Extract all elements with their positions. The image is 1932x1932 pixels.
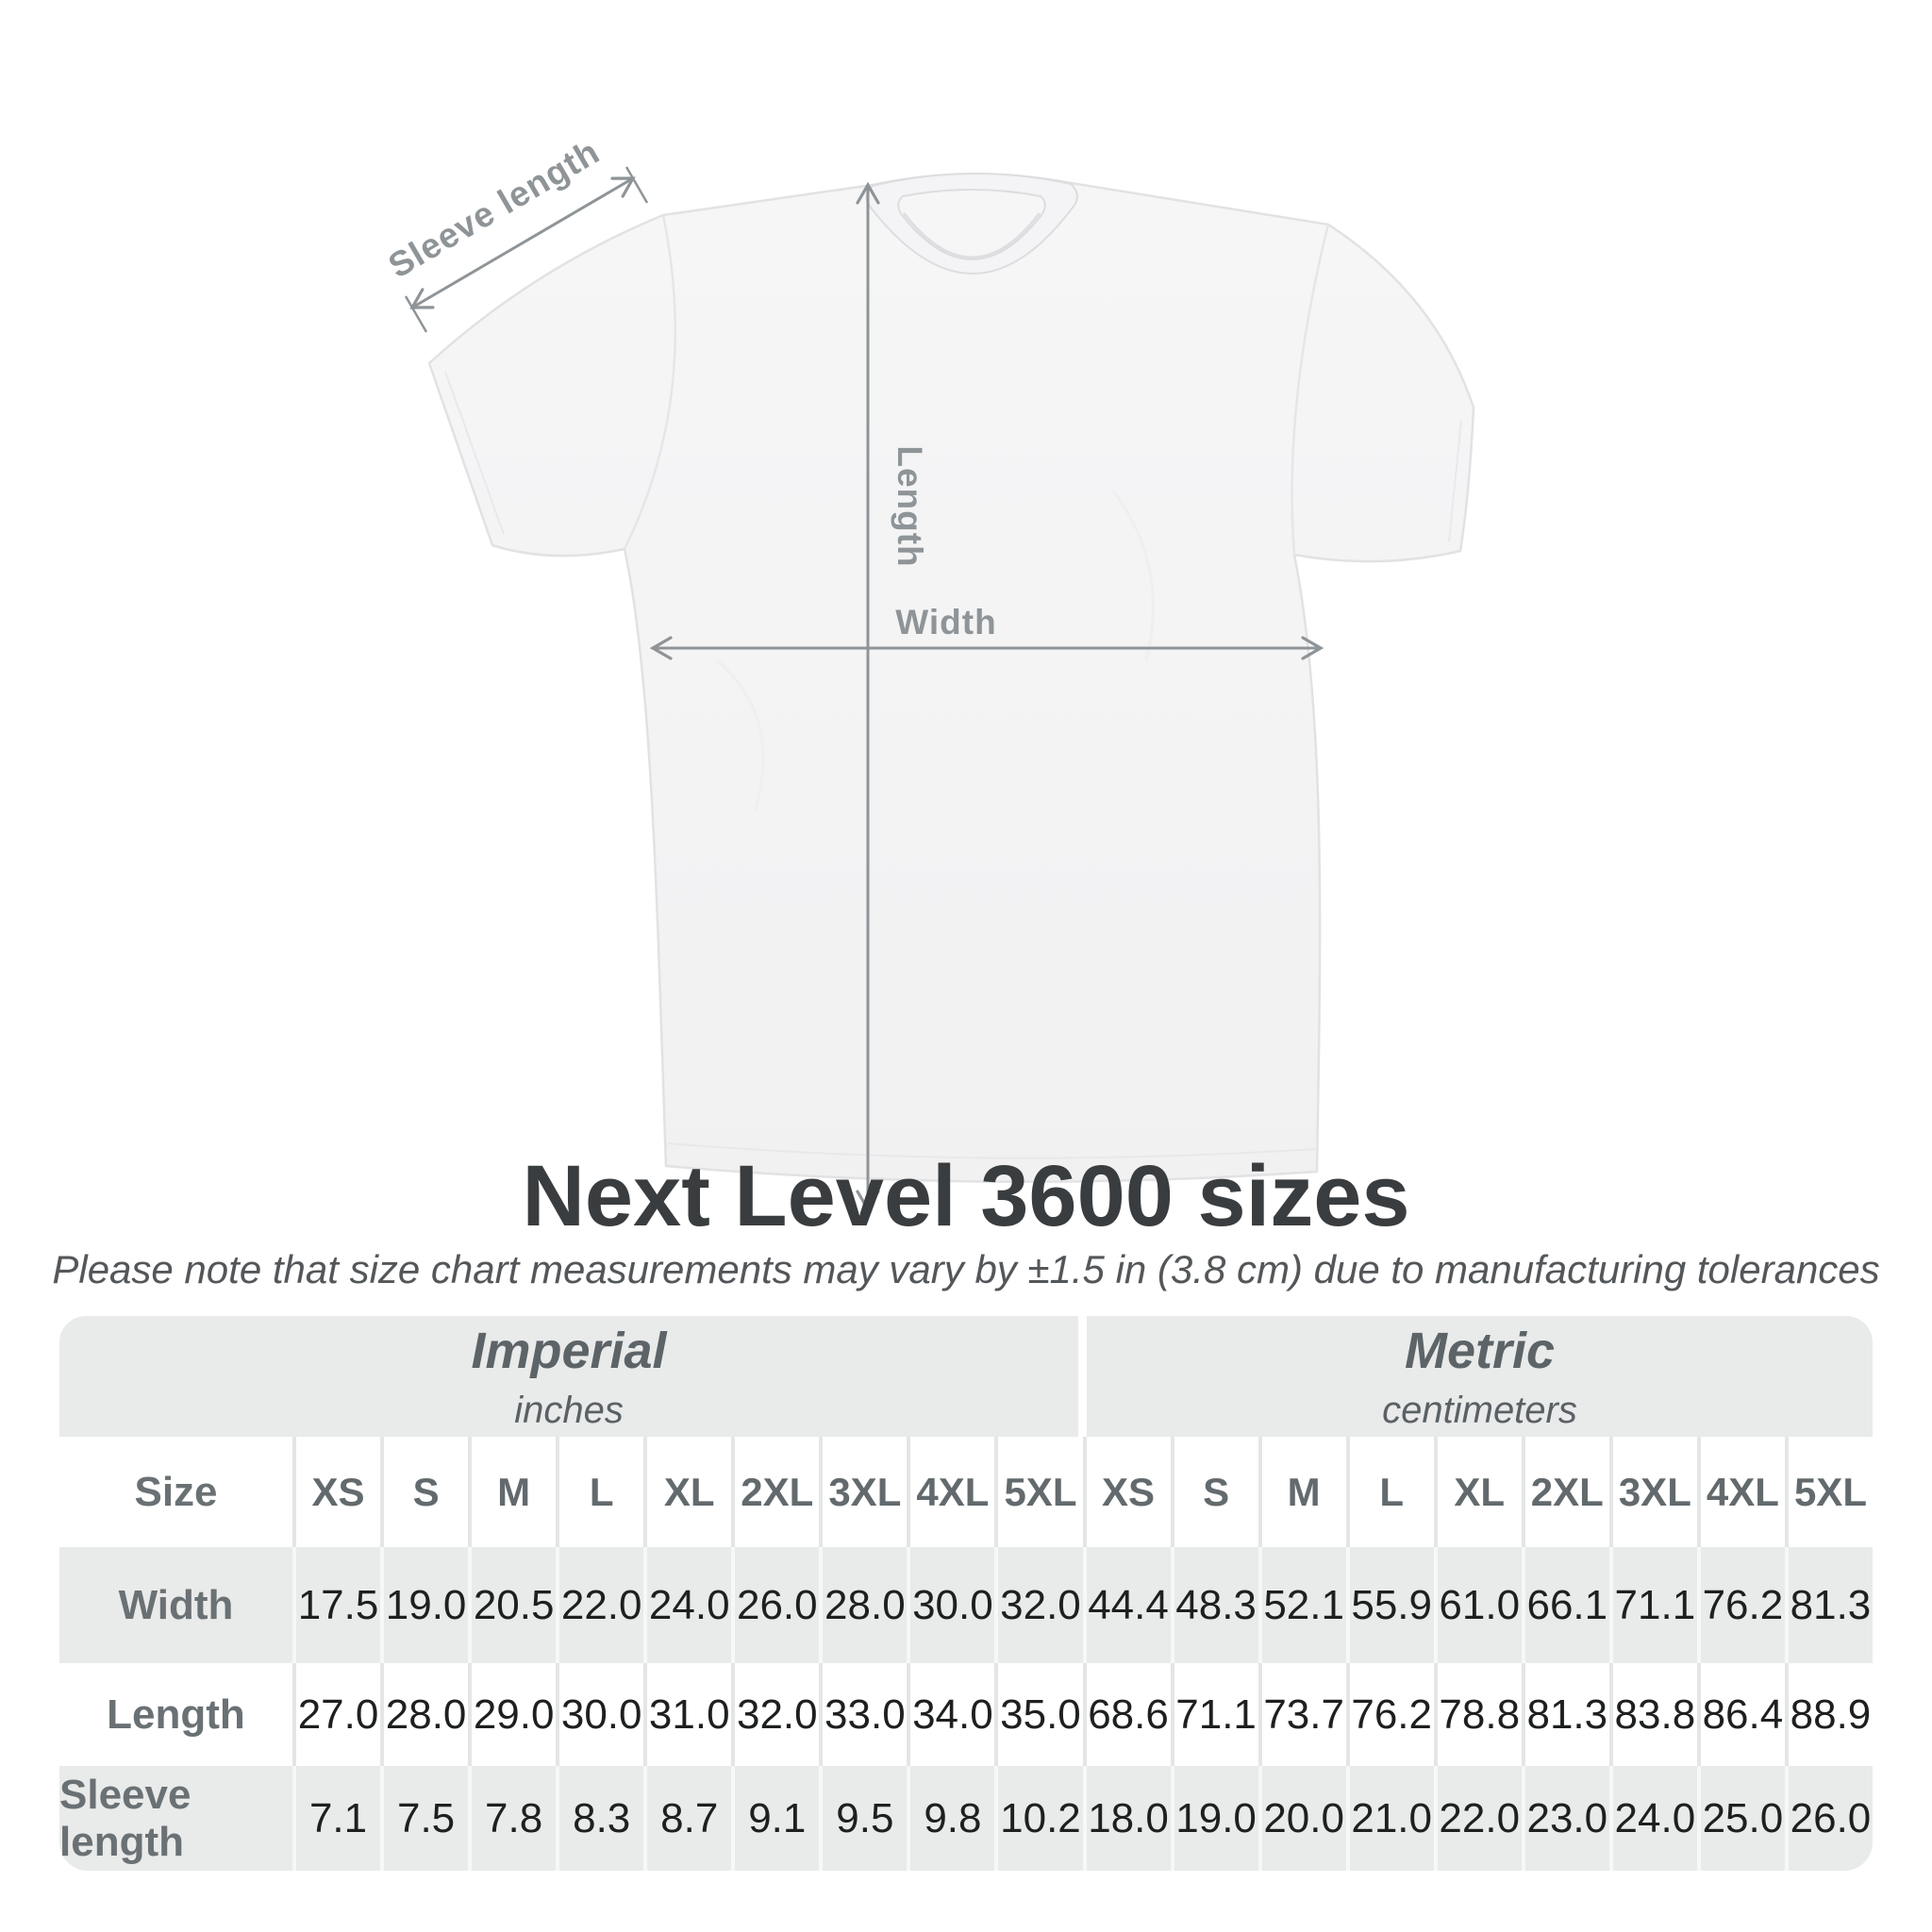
measurement-cell: 28.0: [819, 1547, 907, 1663]
size-col-header: M: [468, 1437, 556, 1547]
measurement-cell: 25.0: [1697, 1766, 1785, 1871]
size-col-header: XS: [1083, 1437, 1171, 1547]
measurement-cell: 48.3: [1171, 1547, 1258, 1663]
measurement-cell: 29.0: [468, 1663, 556, 1766]
unit-header-row: [59, 1316, 1873, 1437]
measurement-cell: 73.7: [1258, 1663, 1346, 1766]
measurement-cell: 32.0: [731, 1663, 819, 1766]
measurement-cell: 35.0: [994, 1663, 1082, 1766]
row-label: Width: [59, 1547, 292, 1663]
band-gap: [1078, 1316, 1087, 1437]
measurement-cell: 52.1: [1258, 1547, 1346, 1663]
measurement-cell: 19.0: [380, 1547, 468, 1663]
measurement-cell: 81.3: [1785, 1547, 1873, 1663]
tolerance-note: Please note that size chart measurements may vary by ±1.5 in (3.8 cm) due to manufacturing tolerances: [52, 1247, 1880, 1291]
measurement-cell: 30.0: [907, 1547, 994, 1663]
measurement-cell: 26.0: [731, 1547, 819, 1663]
measurement-cell: 44.4: [1083, 1547, 1171, 1663]
size-col-header: S: [1171, 1437, 1258, 1547]
size-col-header: 5XL: [1785, 1437, 1873, 1547]
size-col-header: M: [1258, 1437, 1346, 1547]
size-col-header: 3XL: [1609, 1437, 1697, 1547]
measurement-cell: 78.8: [1434, 1663, 1522, 1766]
measurement-cell: 28.0: [380, 1663, 468, 1766]
size-col-header: 4XL: [907, 1437, 994, 1547]
metric-label: Metric: [1404, 1322, 1556, 1379]
measurement-cell: 33.0: [819, 1663, 907, 1766]
measurement-cell: 61.0: [1434, 1547, 1522, 1663]
size-col-header: 2XL: [1522, 1437, 1609, 1547]
measurement-cell: 26.0: [1785, 1766, 1873, 1871]
measurement-cell: 23.0: [1522, 1766, 1609, 1871]
measurement-cell: 9.5: [819, 1766, 907, 1871]
size-col-header: 4XL: [1697, 1437, 1785, 1547]
measurement-cell: 24.0: [643, 1547, 731, 1663]
measurement-cell: 34.0: [907, 1663, 994, 1766]
page-title: Next Level 3600 sizes: [522, 1148, 1410, 1244]
size-col-header: L: [556, 1437, 643, 1547]
measurement-cell: 21.0: [1346, 1766, 1434, 1871]
measurement-cell: 7.1: [292, 1766, 380, 1871]
metric-unit-label: centimeters: [1382, 1389, 1577, 1431]
measurement-cell: 66.1: [1522, 1547, 1609, 1663]
measurement-cell: 76.2: [1697, 1547, 1785, 1663]
length-label: Length: [891, 445, 929, 568]
measurement-cell: 30.0: [556, 1663, 643, 1766]
tshirt-outline: [429, 174, 1474, 1181]
imperial-label: Imperial: [471, 1322, 667, 1379]
size-col-header: L: [1346, 1437, 1434, 1547]
size-col-header: 5XL: [994, 1437, 1082, 1547]
measurement-cell: 8.7: [643, 1766, 731, 1871]
measurement-cell: 31.0: [643, 1663, 731, 1766]
measurement-cell: 71.1: [1171, 1663, 1258, 1766]
size-col-header: XS: [292, 1437, 380, 1547]
imperial-unit-label: inches: [514, 1389, 624, 1431]
size-chart-grid: [59, 1437, 1873, 1871]
row-label: Sleeve length: [59, 1766, 292, 1871]
measurement-cell: 9.8: [907, 1766, 994, 1871]
metric-header: [1087, 1316, 1873, 1437]
measurement-cell: 22.0: [1434, 1766, 1522, 1871]
size-col-header: XL: [1434, 1437, 1522, 1547]
measurement-cell: 81.3: [1522, 1663, 1609, 1766]
size-header-label: Size: [134, 1468, 218, 1515]
measurement-cell: 88.9: [1785, 1663, 1873, 1766]
measurement-cell: 9.1: [731, 1766, 819, 1871]
measurement-cell: 8.3: [556, 1766, 643, 1871]
measurement-cell: 20.0: [1258, 1766, 1346, 1871]
size-col-header: 3XL: [819, 1437, 907, 1547]
measurement-cell: 10.2: [994, 1766, 1082, 1871]
measurement-cell: 32.0: [994, 1547, 1082, 1663]
measurement-cell: 71.1: [1609, 1547, 1697, 1663]
size-col-header: XL: [643, 1437, 731, 1547]
measurement-cell: 86.4: [1697, 1663, 1785, 1766]
measurement-cell: 68.6: [1083, 1663, 1171, 1766]
measurement-cell: 76.2: [1346, 1663, 1434, 1766]
measurement-cell: 55.9: [1346, 1547, 1434, 1663]
measurement-cell: 17.5: [292, 1547, 380, 1663]
measurement-cell: 20.5: [468, 1547, 556, 1663]
sleeve-arrow-tick: [626, 167, 647, 203]
size-chart-table: [59, 1316, 1873, 1871]
measurement-cell: 19.0: [1171, 1766, 1258, 1871]
row-label: Length: [107, 1690, 245, 1738]
size-col-header: 2XL: [731, 1437, 819, 1547]
sleeve-length-label: Sleeve length: [381, 131, 607, 286]
width-label: Width: [895, 603, 997, 641]
measurement-cell: 83.8: [1609, 1663, 1697, 1766]
imperial-header: [59, 1316, 1078, 1437]
measurement-cell: 27.0: [292, 1663, 380, 1766]
measurement-cell: 22.0: [556, 1547, 643, 1663]
measurement-cell: 18.0: [1083, 1766, 1171, 1871]
measurement-cell: 7.8: [468, 1766, 556, 1871]
size-col-header: S: [380, 1437, 468, 1547]
measurement-cell: 7.5: [380, 1766, 468, 1871]
measurement-cell: 24.0: [1609, 1766, 1697, 1871]
